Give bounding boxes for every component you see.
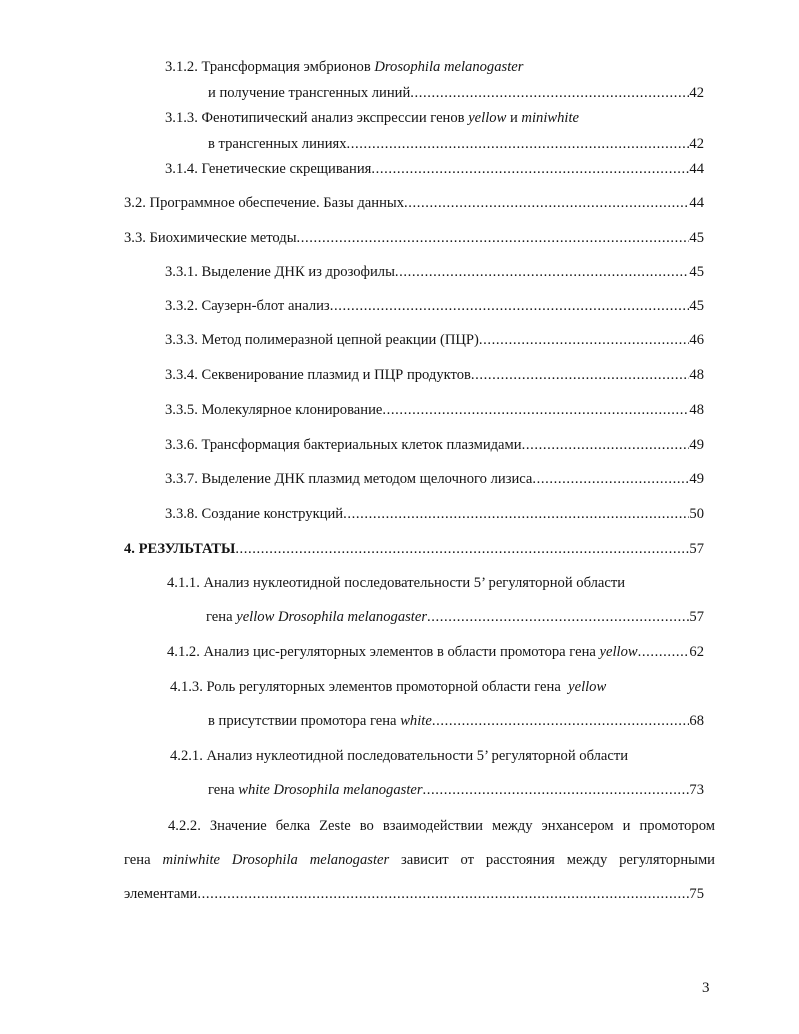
- toc-leader: [427, 608, 689, 626]
- toc-title: Создание конструкций: [201, 506, 344, 522]
- toc-entry-3-3-5: [165, 401, 704, 419]
- toc-page: 44: [689, 195, 704, 211]
- toc-number: 4.2.1.: [170, 748, 203, 764]
- toc-title-italic: yellow Drosophila melanogaster: [236, 609, 428, 625]
- toc-title-cont: и получение трансгенных линий: [208, 85, 411, 101]
- toc-title-italic-2: white: [400, 713, 432, 729]
- toc-title-italic-2: miniwhite: [521, 110, 579, 126]
- toc-leader: [479, 331, 690, 349]
- toc-number: 3.3.1.: [165, 264, 198, 280]
- toc-title-pre: гена: [206, 609, 233, 625]
- toc-page: 49: [689, 437, 704, 453]
- toc-title-mid: и: [506, 110, 522, 126]
- toc-number: 3.3.2.: [165, 298, 198, 314]
- toc-entry-3-1-3: [165, 109, 579, 127]
- toc-entry-3-3-4: [165, 366, 704, 384]
- toc-number: 3.3.3.: [165, 332, 198, 348]
- toc-number: 4.: [124, 541, 135, 557]
- toc-number: 3.1.4.: [165, 161, 198, 177]
- toc-page: 73: [689, 782, 704, 798]
- toc-page: 42: [689, 85, 704, 101]
- toc-page: 57: [689, 609, 704, 625]
- toc-leader: [522, 436, 690, 454]
- toc-page: 62: [689, 644, 704, 660]
- toc-entry-3-3-8: [165, 505, 704, 523]
- toc-title: Анализ нуклеотидной последовательности 5’ регуляторной области: [206, 748, 629, 764]
- toc-title: Выделение ДНК плазмид методом щелочного лизиса: [201, 471, 533, 487]
- toc-page: 45: [689, 230, 704, 246]
- toc-title-italic: yellow: [599, 644, 638, 660]
- toc-page: 46: [689, 332, 704, 348]
- toc-number: 3.2.: [124, 195, 146, 211]
- toc-title-italic: yellow: [468, 110, 507, 126]
- toc-page: 48: [689, 367, 704, 383]
- toc-leader: [297, 229, 690, 247]
- toc-entry-4-2-2-line2: [124, 851, 715, 869]
- toc-title: Трансформация эмбрионов: [201, 59, 375, 75]
- toc-page: 45: [689, 298, 704, 314]
- toc-title: Метод полимеразной цепной реакции (ПЦР): [201, 332, 479, 348]
- toc-number: 4.1.3.: [170, 679, 203, 695]
- toc-leader: [404, 194, 689, 212]
- toc-page: 42: [689, 136, 704, 152]
- toc-number: 3.3.5.: [165, 402, 198, 418]
- toc-title: Анализ нуклеотидной последовательности 5’ регуляторной области: [203, 575, 626, 591]
- toc-number: 3.3.8.: [165, 506, 198, 522]
- toc-leader: [343, 505, 689, 523]
- toc-leader: [638, 643, 690, 661]
- toc-number: 3.3.7.: [165, 471, 198, 487]
- toc-number: 3.3.: [124, 230, 146, 246]
- toc-entry-3-3-3: [165, 331, 704, 349]
- toc-title: Анализ цис-регуляторных элементов в области промотора гена: [203, 644, 596, 660]
- toc-entry-4: [124, 540, 704, 558]
- toc-leader: [330, 297, 690, 315]
- toc-entry-3-3-2: [165, 297, 704, 315]
- toc-entry-4-1-1: [167, 574, 625, 592]
- toc-title-rest: зависит от расстояния между регуляторными: [401, 852, 715, 868]
- toc-title: Значение белка Zeste во взаимодействии между энхансером и промотором: [209, 818, 715, 834]
- toc-leader: [347, 135, 690, 153]
- toc-entry-4-1-1-cont: [206, 608, 704, 626]
- toc-entry-3-3: [124, 229, 704, 247]
- toc-title-italic: white Drosophila melanogaster: [238, 782, 423, 798]
- toc-title: Саузерн-блот анализ: [201, 298, 330, 314]
- toc-page: 48: [689, 402, 704, 418]
- toc-title: Секвенирование плазмид и ПЦР продуктов: [201, 367, 471, 383]
- toc-page: 57: [689, 541, 704, 557]
- toc-leader: [423, 781, 690, 799]
- toc-number: 3.3.6.: [165, 437, 198, 453]
- toc-title-pre: гена: [124, 852, 163, 868]
- toc-title-pre: в присутствии промотора гена: [208, 713, 397, 729]
- toc-page: 45: [689, 264, 704, 280]
- toc-title-cont: в трансгенных линиях: [208, 136, 347, 152]
- toc-number: 4.2.2.: [168, 818, 201, 834]
- toc-title-cont: элементами: [124, 886, 198, 902]
- toc-leader: [471, 366, 689, 384]
- toc-entry-3-3-7: [165, 470, 704, 488]
- toc-title: Выделение ДНК из дрозофилы: [201, 264, 395, 280]
- toc-leader: [197, 885, 689, 903]
- toc-leader: [235, 540, 689, 558]
- toc-entry-3-1-2: [165, 58, 523, 76]
- toc-number: 3.1.3.: [165, 110, 198, 126]
- toc-leader: [371, 160, 689, 178]
- toc-title: Роль регуляторных элементов промоторной области гена: [206, 679, 565, 695]
- toc-title-italic: Drosophila melanogaster: [374, 59, 524, 75]
- toc-title: Фенотипический анализ экспрессии генов: [201, 110, 469, 126]
- toc-leader: [410, 84, 689, 102]
- toc-number: 3.3.4.: [165, 367, 198, 383]
- toc-entry-4-1-2: [167, 643, 704, 661]
- toc-number: 4.1.1.: [167, 575, 200, 591]
- toc-page: 68: [689, 713, 704, 729]
- toc-leader: [532, 470, 689, 488]
- toc-title: Генетические скрещивания: [201, 161, 372, 177]
- toc-title: РЕЗУЛЬТАТЫ: [138, 541, 236, 557]
- toc-title-italic: miniwhite Drosophila melanogaster: [162, 852, 390, 868]
- toc-title: Молекулярное клонирование: [201, 402, 383, 418]
- toc-leader: [382, 401, 689, 419]
- toc-number: 4.1.2.: [167, 644, 200, 660]
- toc-page: 50: [689, 506, 704, 522]
- toc-page: 75: [689, 886, 704, 902]
- toc-entry-4-2-2-line3: [124, 885, 704, 903]
- toc-entry-3-1-4: [165, 160, 704, 178]
- toc-title: Трансформация бактериальных клеток плазмидами: [201, 437, 522, 453]
- toc-entry-3-3-1: [165, 263, 704, 281]
- toc-title: Биохимические методы: [149, 230, 297, 246]
- toc-title: Программное обеспечение. Базы данных: [149, 195, 405, 211]
- toc-entry-4-2-2-line1: [124, 817, 715, 835]
- toc-page: 49: [689, 471, 704, 487]
- toc-entry-4-1-3: [170, 678, 606, 696]
- toc-entry-3-2: [124, 194, 704, 212]
- toc-title-italic: yellow: [568, 679, 607, 695]
- toc-leader: [395, 263, 690, 281]
- toc-entry-4-2-1: [170, 747, 628, 765]
- toc-entry-4-2-1-cont: [208, 781, 704, 799]
- toc-entry-3-3-6: [165, 436, 704, 454]
- toc-page: 44: [689, 161, 704, 177]
- toc-entry-4-1-3-cont: [208, 712, 704, 730]
- toc-entry-3-1-2-cont: [208, 84, 704, 102]
- toc-title-pre: гена: [208, 782, 235, 798]
- toc-leader: [432, 712, 690, 730]
- page-number: 3: [702, 980, 710, 996]
- toc-entry-3-1-3-cont: [208, 135, 704, 153]
- toc-number: 3.1.2.: [165, 59, 198, 75]
